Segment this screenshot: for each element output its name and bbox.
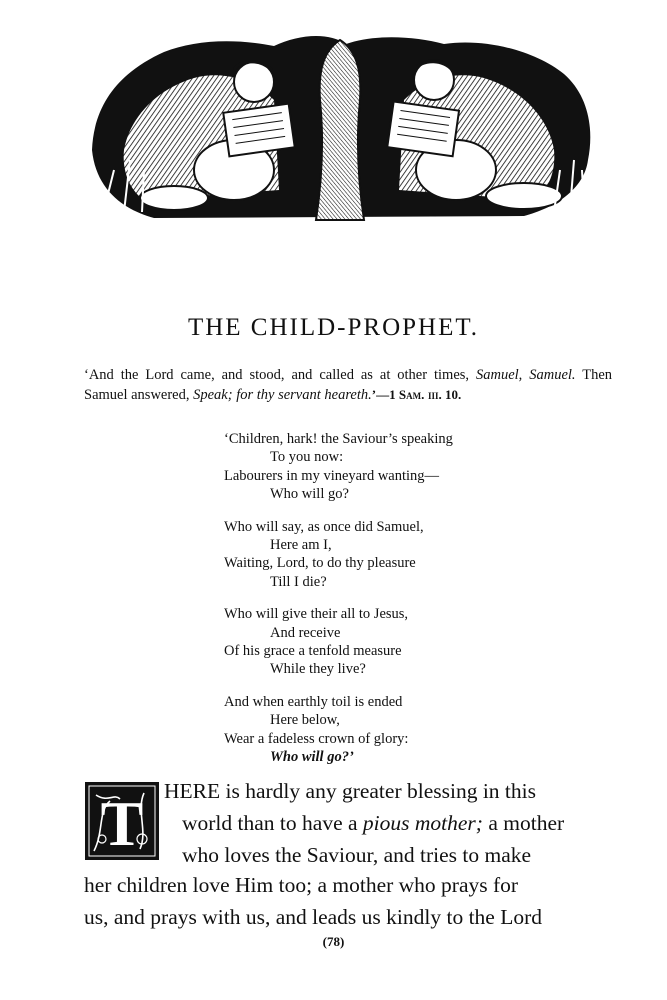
epigraph-text: Then Samuel answered, bbox=[84, 367, 613, 403]
poem bbox=[224, 430, 524, 781]
poem-line: Here am I, bbox=[270, 537, 332, 554]
poem-line: And receive bbox=[270, 624, 341, 641]
epigraph bbox=[84, 366, 612, 405]
body-text-line bbox=[84, 902, 608, 933]
body-text: us, and prays with us, and leads us kindly to the Lord bbox=[84, 905, 543, 929]
poem-stanza bbox=[224, 518, 524, 592]
body-text-line bbox=[84, 870, 608, 901]
poem-line: To you now: bbox=[270, 449, 344, 466]
poem-line: Who will go? bbox=[270, 486, 349, 503]
body-text-line bbox=[182, 840, 608, 871]
drop-cap-letter: T bbox=[100, 788, 144, 859]
epigraph-name: Samuel. bbox=[529, 367, 576, 383]
poem-line: Who will go?’ bbox=[270, 749, 354, 766]
epigraph-text: ‘And the Lord came, and stood, and called as at other times, bbox=[84, 367, 470, 383]
poem-line: Of his grace a tenfold measure bbox=[224, 643, 402, 660]
poem-line: Who will give their all to Jesus, bbox=[224, 606, 409, 623]
poem-line: ‘Children, hark! the Saviour’s speaking bbox=[224, 431, 453, 447]
body-text-emphasis: pious mother; bbox=[362, 811, 483, 835]
poem-line: Waiting, Lord, to do thy pleasure bbox=[224, 555, 416, 572]
epigraph-name: Samuel, bbox=[475, 367, 523, 383]
page-number: (78) bbox=[322, 934, 345, 949]
poem-line: Till I die? bbox=[270, 573, 327, 590]
body-text: world than to have a bbox=[182, 811, 358, 835]
body-text: a mother bbox=[488, 811, 565, 835]
poem-stanza bbox=[224, 430, 524, 504]
epigraph-reference: ’—1 Sam. bbox=[371, 387, 425, 402]
poem-line: And when earthly toil is ended bbox=[224, 693, 403, 710]
epigraph-reference-verse: iii. 10. bbox=[427, 387, 462, 402]
poem-line: Who will say, as once did Samuel, bbox=[224, 518, 424, 535]
body-text: her children love Him too; a mother who prays for bbox=[84, 873, 519, 897]
body-text-line bbox=[182, 808, 608, 839]
poem-line: Wear a fadeless crown of glory: bbox=[224, 730, 409, 747]
drop-cap-ornament bbox=[84, 781, 160, 861]
body-text: HERE is hardly any greater blessing in this bbox=[164, 779, 536, 803]
body-text-line bbox=[164, 776, 608, 807]
poem-stanza bbox=[224, 693, 524, 767]
poem-stanza bbox=[224, 605, 524, 679]
chapter-title: THE CHILD-PROPHET. bbox=[187, 314, 480, 341]
body-text: who loves the Saviour, and tries to make bbox=[182, 843, 532, 867]
poem-line: While they live? bbox=[270, 661, 366, 678]
poem-line: Here below, bbox=[270, 712, 340, 729]
header-engraving bbox=[84, 30, 596, 226]
poem-line: Labourers in my vineyard wanting— bbox=[224, 467, 440, 484]
epigraph-quote: Speak; for thy servant heareth. bbox=[193, 387, 372, 403]
